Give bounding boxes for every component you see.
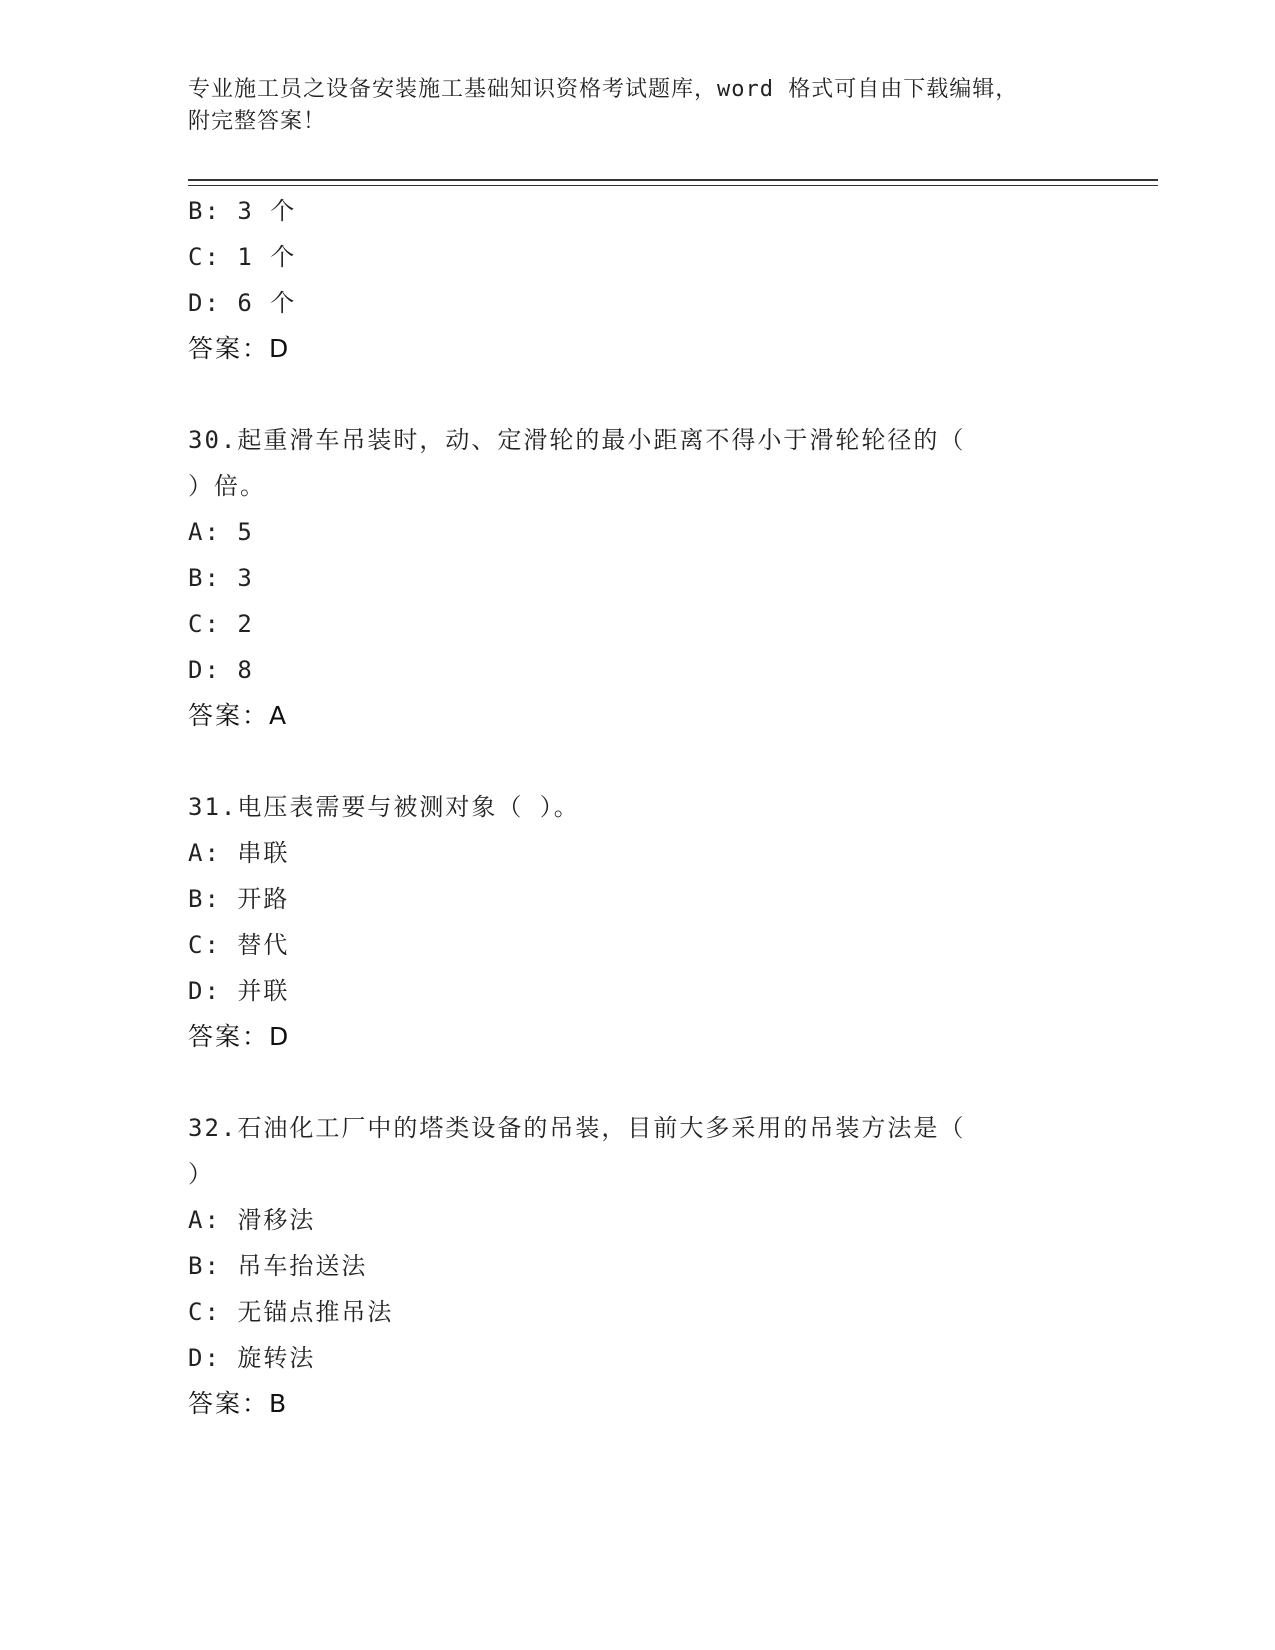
option-a: A: 串联 bbox=[188, 839, 290, 867]
answer-line: 答案：D bbox=[188, 1022, 291, 1051]
question-stem-line-1: 31.电压表需要与被测对象（ ）。 bbox=[188, 793, 580, 821]
option-b: B: 3 个 bbox=[188, 197, 297, 225]
spacer bbox=[188, 372, 1088, 417]
question-stem-line-2: ） bbox=[188, 1160, 214, 1188]
option-d: D: 8 bbox=[188, 656, 254, 684]
header-divider-thin bbox=[188, 185, 1158, 186]
question-list bbox=[188, 188, 1088, 1427]
document-header bbox=[188, 74, 1088, 138]
option-c: C: 无锚点推吊法 bbox=[188, 1298, 394, 1326]
option-c: C: 2 bbox=[188, 610, 254, 638]
question-stem-line-2: ）倍。 bbox=[188, 472, 266, 500]
header-divider-thick bbox=[188, 179, 1158, 181]
question-30 bbox=[188, 417, 1088, 739]
option-a: A: 滑移法 bbox=[188, 1206, 316, 1234]
spacer bbox=[188, 739, 1088, 784]
header-line-1: 专业施工员之设备安装施工基础知识资格考试题库，word 格式可自由下载编辑， bbox=[188, 77, 1019, 102]
option-b: B: 吊车抬送法 bbox=[188, 1252, 368, 1280]
spacer bbox=[188, 1060, 1088, 1105]
option-b: B: 开路 bbox=[188, 885, 290, 913]
option-d: D: 并联 bbox=[188, 977, 290, 1005]
option-c: C: 替代 bbox=[188, 931, 290, 959]
question-stem-line-1: 32.石油化工厂中的塔类设备的吊装，目前大多采用的吊装方法是（ bbox=[188, 1114, 966, 1142]
header-line-2: 附完整答案！ bbox=[188, 109, 327, 134]
option-d: D: 6 个 bbox=[188, 289, 297, 317]
option-c: C: 1 个 bbox=[188, 243, 297, 271]
answer-line: 答案：B bbox=[188, 1389, 289, 1418]
question-stem-line-1: 30.起重滑车吊装时，动、定滑轮的最小距离不得小于滑轮轮径的（ bbox=[188, 426, 966, 454]
question-32 bbox=[188, 1105, 1088, 1427]
option-a: A: 5 bbox=[188, 518, 254, 546]
question-31 bbox=[188, 784, 1088, 1060]
answer-line: 答案：D bbox=[188, 334, 291, 363]
question-29-tail bbox=[188, 188, 1088, 372]
option-b: B: 3 bbox=[188, 564, 254, 592]
answer-line: 答案：A bbox=[188, 701, 289, 730]
option-d: D: 旋转法 bbox=[188, 1344, 316, 1372]
